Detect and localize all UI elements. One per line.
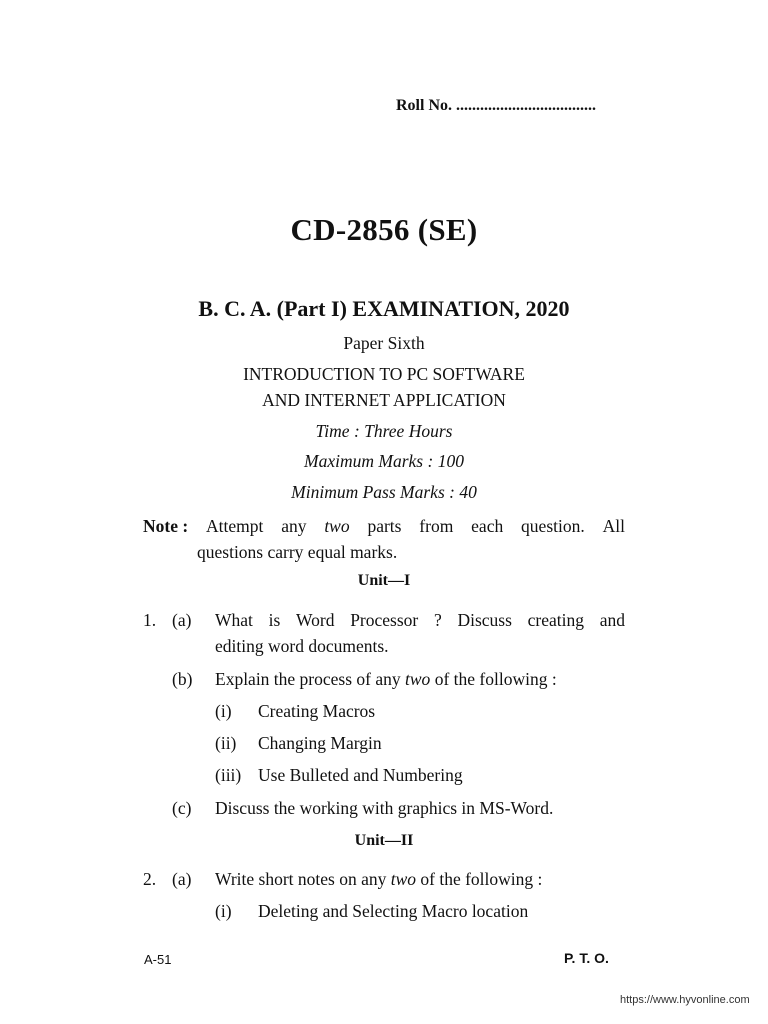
paper-number: Paper Sixth bbox=[343, 333, 425, 353]
subject-title-line-2: AND INTERNET APPLICATION bbox=[262, 390, 506, 410]
question-word: and bbox=[599, 610, 625, 630]
note-word: parts bbox=[367, 516, 402, 536]
question-2a-text-start: Write short notes on any bbox=[215, 869, 391, 889]
note-word: from bbox=[419, 516, 454, 536]
note-word: Attempt bbox=[206, 516, 264, 536]
question-2a-text-emphasis: two bbox=[390, 869, 417, 889]
question-1b-text-emphasis: two bbox=[405, 669, 431, 689]
question-number: 1. bbox=[143, 610, 157, 630]
note-line-2: questions carry equal marks. bbox=[197, 542, 398, 562]
question-number: 2. bbox=[143, 869, 157, 889]
question-part-label: (b) bbox=[172, 669, 193, 689]
source-url-watermark: https://www.hyvonline.com bbox=[620, 994, 750, 1006]
question-word: Discuss bbox=[457, 610, 512, 630]
question-1c-text: Discuss the working with graphics in MS-Word. bbox=[215, 798, 554, 818]
question-1a-line-1 bbox=[215, 607, 625, 633]
note-word: each bbox=[471, 516, 504, 536]
question-word: Processor bbox=[350, 610, 419, 630]
minimum-pass-marks: Minimum Pass Marks : 40 bbox=[291, 482, 477, 502]
question-part-label: (a) bbox=[172, 610, 192, 630]
note-word: All bbox=[602, 516, 625, 536]
sub-item-number: (iii) bbox=[215, 765, 242, 785]
question-2a-text bbox=[215, 869, 542, 890]
note-word: any bbox=[281, 516, 307, 536]
unit-1-heading: Unit—I bbox=[357, 572, 411, 589]
note-label: Note : bbox=[143, 516, 189, 536]
exam-title: B. C. A. (Part I) EXAMINATION, 2020 bbox=[198, 296, 570, 321]
note-word: question. bbox=[521, 516, 585, 536]
question-1b-text-start: Explain the process of any bbox=[215, 669, 406, 689]
sub-item-text: Deleting and Selecting Macro location bbox=[258, 901, 529, 921]
question-word: What bbox=[215, 610, 253, 630]
sub-item-number: (i) bbox=[215, 901, 232, 921]
question-word: creating bbox=[527, 610, 584, 630]
sub-item-text: Creating Macros bbox=[258, 701, 376, 721]
note-word-emphasis: two bbox=[324, 516, 350, 536]
sub-item-number: (ii) bbox=[215, 733, 237, 753]
question-1a-line-2: editing word documents. bbox=[215, 636, 389, 656]
maximum-marks: Maximum Marks : 100 bbox=[304, 451, 464, 471]
sub-item-text: Changing Margin bbox=[258, 733, 382, 753]
question-2a-text-end: of the following : bbox=[416, 869, 543, 889]
question-word: ? bbox=[433, 610, 442, 630]
question-word: Word bbox=[296, 610, 335, 630]
subject-title-line-1: INTRODUCTION TO PC SOFTWARE bbox=[243, 364, 525, 384]
sub-item-text: Use Bulleted and Numbering bbox=[258, 765, 463, 785]
roll-number-field: Roll No. ................................... bbox=[396, 97, 596, 114]
instructions-note bbox=[143, 513, 625, 565]
sub-item-number: (i) bbox=[215, 701, 232, 721]
please-turn-over: P. T. O. bbox=[564, 950, 609, 966]
page-code: A-51 bbox=[144, 952, 172, 967]
question-1b-text-end: of the following : bbox=[430, 669, 557, 689]
question-1b-text bbox=[215, 669, 557, 690]
unit-2-heading: Unit—II bbox=[354, 832, 414, 849]
paper-code: CD-2856 (SE) bbox=[290, 212, 478, 247]
question-word: is bbox=[268, 610, 281, 630]
exam-duration: Time : Three Hours bbox=[315, 421, 453, 441]
note-line-1 bbox=[143, 513, 625, 539]
question-part-label: (a) bbox=[172, 869, 192, 889]
question-part-label: (c) bbox=[172, 798, 192, 818]
question-1a-text bbox=[215, 607, 625, 659]
